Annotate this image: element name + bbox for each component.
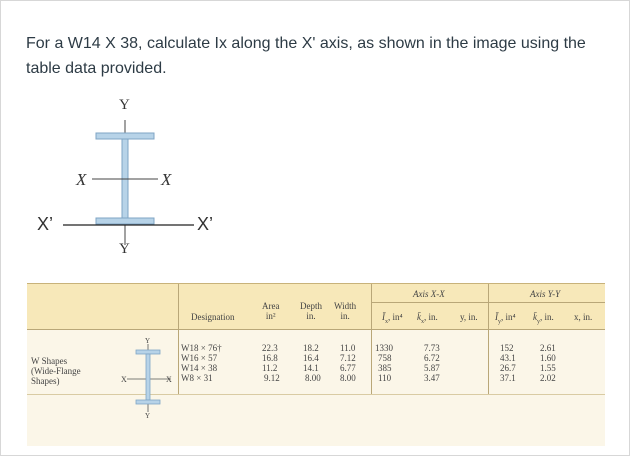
iy-cell: 37.1 <box>500 373 516 383</box>
axis-xx-group-header: Axis X-X <box>413 289 445 299</box>
xprime-axis-label-left: X’ <box>37 214 54 234</box>
ky-cell: 1.60 <box>540 353 556 363</box>
width-header: Width in. <box>334 301 357 321</box>
kx-cell: 7.73 <box>424 343 440 353</box>
ky-header: $k̄_y$, in. <box>533 312 554 325</box>
top-flange <box>96 133 154 139</box>
ix-cell: 385 <box>378 363 392 373</box>
area-header: Area in² <box>262 301 280 321</box>
area-cell: 16.8 <box>262 353 278 363</box>
iy-cell: 26.7 <box>500 363 516 373</box>
designation-header: Designation <box>191 312 235 322</box>
axis-yy-group-header: Axis Y-Y <box>530 289 561 299</box>
depth-cell: 14.1 <box>303 363 319 373</box>
width-cell: 6.77 <box>340 363 356 373</box>
kx-cell: 5.87 <box>424 363 440 373</box>
icon-label-y-top: Y <box>145 337 151 345</box>
icon-label-y-bottom: Y <box>145 412 151 420</box>
icon-label-x-left: X <box>121 375 127 384</box>
ibeam-diagram <box>30 95 250 265</box>
designation-cell: W18 × 76† <box>181 343 222 353</box>
section-label-line-3: Shapes) <box>31 376 60 386</box>
area-cell: 11.2 <box>262 363 278 373</box>
width-cell: 8.00 <box>340 373 356 383</box>
iy-header: $Ī_y$, in⁴ <box>495 312 516 325</box>
y-axis-label-top: Y <box>119 97 130 113</box>
ky-cell: 2.61 <box>540 343 556 353</box>
ky-cell: 2.02 <box>540 373 556 383</box>
kx-header: $k̄_x$, in. <box>417 312 438 325</box>
icon-label-x-right: X <box>166 375 172 384</box>
ix-cell: 110 <box>378 373 392 383</box>
kx-cell: 3.47 <box>424 373 440 383</box>
ix-header: $Ī_x$, in⁴ <box>382 312 403 325</box>
area-cell: 22.3 <box>262 343 278 353</box>
designation-cell: W16 × 57 <box>181 353 218 363</box>
depth-cell: 8.00 <box>305 373 321 383</box>
ky-cell: 1.55 <box>540 363 556 373</box>
y-header: y, in. <box>460 312 478 322</box>
section-label-line-1: W Shapes <box>31 356 68 366</box>
depth-header: Depth in. <box>300 301 322 321</box>
depth-cell: 16.4 <box>303 353 319 363</box>
width-cell: 11.0 <box>340 343 356 353</box>
iy-cell: 43.1 <box>500 353 516 363</box>
width-cell: 7.12 <box>340 353 356 363</box>
ix-cell: 758 <box>378 353 392 363</box>
designation-cell: W14 × 38 <box>181 363 218 373</box>
y-axis-label-bottom: Y <box>119 241 130 257</box>
designation-cell: W8 × 31 <box>181 373 213 383</box>
x-header: x, in. <box>574 312 593 322</box>
iy-cell: 152 <box>500 343 514 353</box>
x-axis-label-right: X <box>161 170 172 189</box>
kx-cell: 6.72 <box>424 353 440 363</box>
x-axis-label-left: X <box>76 170 87 189</box>
section-label-line-2: (Wide-Flange <box>31 366 81 376</box>
area-cell: 9.12 <box>264 373 280 383</box>
ix-cell: 1330 <box>375 343 393 353</box>
depth-cell: 18.2 <box>303 343 319 353</box>
wide-flange-icon <box>117 336 187 416</box>
question-text: For a W14 X 38, calculate Ix along the X' axis, as shown in the image using the table data provided. <box>26 35 586 77</box>
section-properties-table <box>27 283 605 446</box>
bottom-flange <box>96 218 154 224</box>
xprime-axis-label-right: X’ <box>197 214 214 234</box>
